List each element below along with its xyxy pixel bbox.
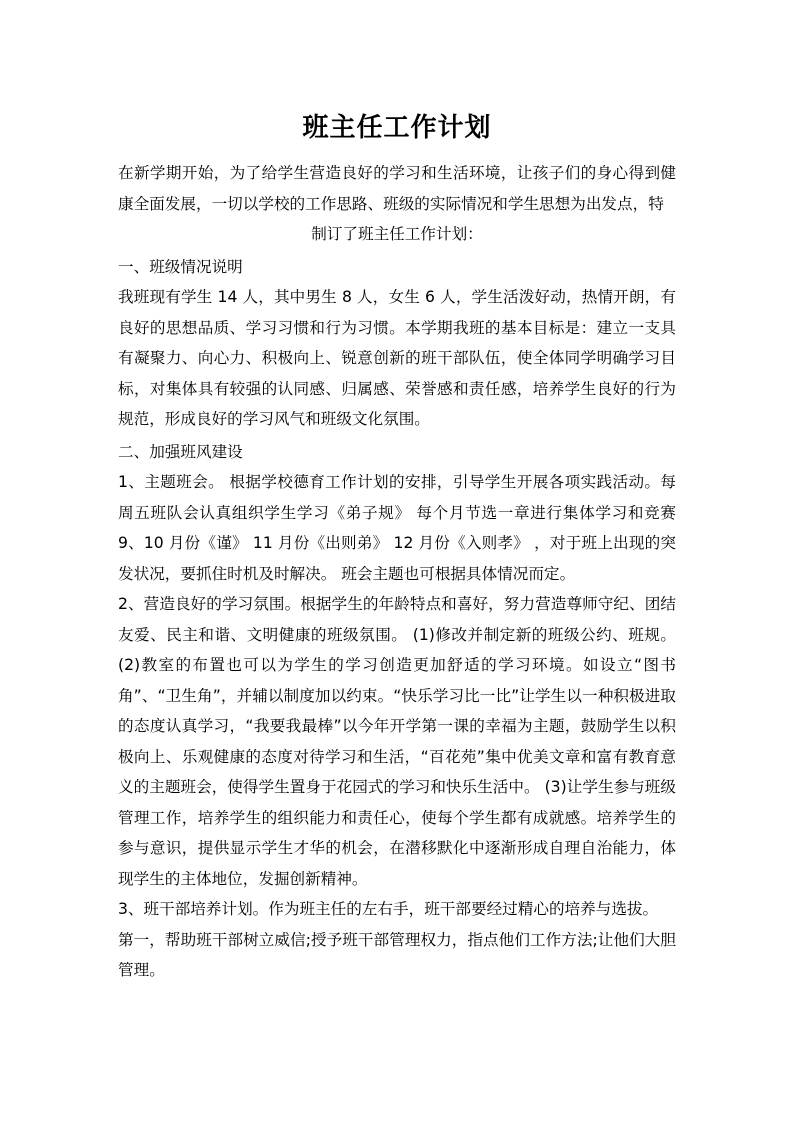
page-title: 班主任工作计划 xyxy=(302,113,492,143)
section-heading-class-situation: 一、班级情况说明 xyxy=(118,257,243,276)
section-heading-class-culture: 二、加强班风建设 xyxy=(118,442,243,461)
item-learning-atmosphere: 2、营造良好的学习氛围。根据学生的年龄特点和喜好，努力营造尊师守纪、团结友爱、民主和谐、文明健康的班级氛围。 (1)修改并制定新的班级公约、班规。(2)教室的布置也可以为学生的学习创造更加舒适的学习环境。如设立“图书角”、“卫生角”，并辅以制度加以约束。“快乐学习比一比”让学生以一种积极进取的态度认真学习，“我要我最棒”以今年开学第一课的幸福为主题，鼓励学生以积极向上、乐观健康的态度对待学习和生活，“百花苑”集中优美文章和富有教育意义的主题班会，使得学生置身于花园式的学习和快乐生活中。 (3)让学生参与班级管理工作，培养学生的组织能力和责任心，使每个学生都有成就感。培养学生的参与意识，提供显示学生才华的机会，在潜移默化中逐渐形成自理自治能力，体现学生的主体地位，发掘创新精神。 xyxy=(118,595,676,888)
item-class-cadre-first: 第一，帮助班干部树立威信;授予班干部管理权力，指点他们工作方法;让他们大胆管理。 xyxy=(118,930,676,979)
section-body-class-situation: 我班现有学生 14 人，其中男生 8 人，女生 6 人，学生活泼好动，热情开朗，有良好的思想品质、学习习惯和行为习惯。本学期我班的基本目标是：建立一支具有凝聚力、向心力、积极向上、锐意创新的班干部队伍，使全体同学明确学习目标，对集体具有较强的认同感、归属感、荣誉感和责任感，培养学生良好的行为规范，形成良好的学习风气和班级文化氛围。 xyxy=(118,288,676,428)
item-class-cadre-plan: 3、班干部培养计划。作为班主任的左右手，班干部要经过精心的培养与选拔。 xyxy=(118,900,659,918)
item-theme-meeting: 1、主题班会。 根据学校德育工作计划的安排，引导学生开展各项实践活动。每周五班队会认真组织学生学习《弟子规》 每个月节选一章进行集体学习和竞赛 9、10 月份《谨》 11 月份《出则弟》 12 月份《入则孝》 ，对于班上出现的突发状况，要抓住时机及时解决。 班会主题也可根据具体情况而定。 xyxy=(118,473,676,583)
intro-paragraph-end: 制订了班主任工作计划： xyxy=(311,225,483,243)
intro-paragraph: 在新学期开始，为了给学生营造良好的学习和生活环境，让孩子们的身心得到健康全面发展，一切以学校的工作思路、班级的实际情况和学生思想为出发点，特 xyxy=(118,164,676,213)
